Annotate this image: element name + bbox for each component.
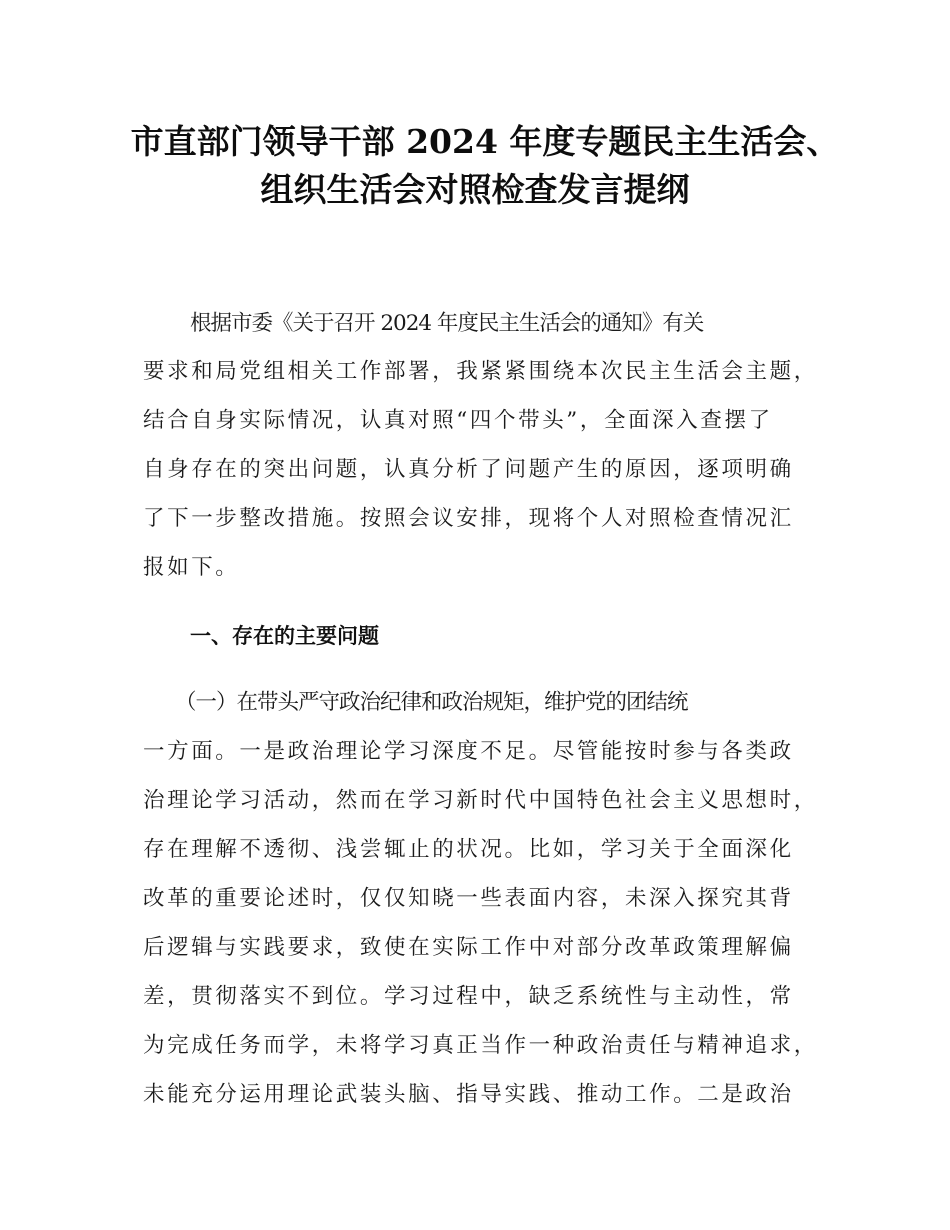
section-line: 后逻辑与实践要求，致使在实际工作中对部分改革政策理解偏 bbox=[143, 935, 794, 960]
section-line: 一方面。一是政治理论学习深度不足。尽管能按时参与各类政 bbox=[143, 739, 794, 764]
section-line: 治理论学习活动，然而在学习新时代中国特色社会主义思想时， bbox=[143, 788, 818, 813]
title-line-2: 组织生活会对照检查发言提纲 bbox=[260, 170, 690, 209]
section-line: 为完成任务而学，未将学习真正当作一种政治责任与精神追求， bbox=[143, 1033, 818, 1058]
section-line: 未能充分运用理论武装头脑、指导实践、推动工作。二是政治 bbox=[143, 1082, 794, 1107]
title-line-1: 市直部门领导干部 2024 年度专题民主生活会、 bbox=[130, 122, 840, 161]
intro-line: 结合自身实际情况，认真对照“四个带头”，全面深入查摆了 bbox=[143, 408, 773, 433]
intro-line: 报如下。 bbox=[143, 555, 240, 580]
section-line: 存在理解不透彻、浅尝辄止的状况。比如，学习关于全面深化 bbox=[143, 837, 794, 862]
intro-line: 根据市委《关于召开 2024 年度民主生活会的通知》有关 bbox=[190, 311, 704, 336]
section-line: 差，贯彻落实不到位。学习过程中，缺乏系统性与主动性，常 bbox=[143, 984, 794, 1009]
intro-line: 要求和局党组相关工作部署，我紧紧围绕本次民主生活会主题， bbox=[143, 359, 818, 384]
section-line: （一）在带头严守政治纪律和政治规矩，维护党的团结统 bbox=[175, 690, 688, 715]
intro-line: 了下一步整改措施。按照会议安排，现将个人对照检查情况汇 bbox=[143, 506, 794, 531]
intro-line: 自身存在的突出问题，认真分析了问题产生的原因，逐项明确 bbox=[143, 457, 794, 482]
section-line: 改革的重要论述时，仅仅知晓一些表面内容，未深入探究其背 bbox=[143, 886, 794, 911]
section-heading: 一、存在的主要问题 bbox=[190, 624, 379, 648]
document-title bbox=[0, 118, 950, 214]
